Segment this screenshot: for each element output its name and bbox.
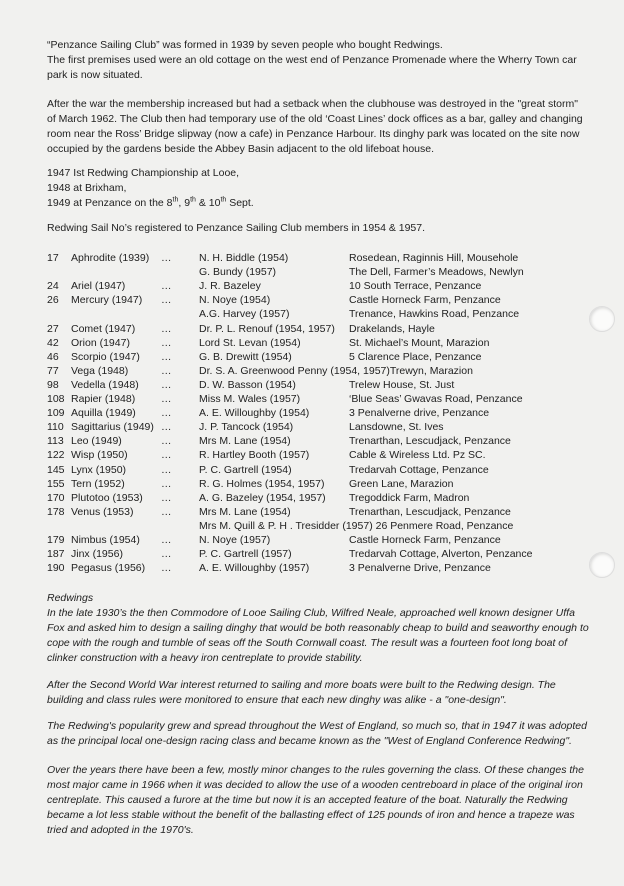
sail-number: 46 [47,350,59,363]
sail-number: 77 [47,364,59,377]
leader-dots: … [161,534,172,546]
leader-dots: … [161,393,172,405]
owner-name: G. B. Drewitt (1954) [199,350,292,363]
boat-name: Nimbus (1954) [71,534,140,546]
owner-name: R. Hartley Booth (1957) [199,449,310,462]
owner-name: Mrs M. Lane (1954) [199,505,291,518]
championship-line: 1949 at Penzance on the 8th, 9th & 10th Sept. [47,196,254,209]
boat-name: Aquilla (1949) [71,407,136,420]
intro-line: “Penzance Sailing Club” was formed in 1939 by seven people who bought Redwings. [47,39,443,51]
owner-address: 5 Clarence Place, Penzance [349,350,482,363]
table-row [47,491,607,506]
owner-address: Castle Horneck Farm, Penzance [349,534,501,546]
table-row [47,463,607,478]
table-row [47,293,607,308]
owner-name: P. C. Gartrell (1957) [199,548,292,561]
owner-address: The Dell, Farmer’s Meadows, Newlyn [349,266,524,279]
boat-name: Aphrodite (1939) [71,252,150,264]
table-row [47,322,607,337]
leader-dots: … [161,491,172,504]
boat-name: Wisp (1950) [71,449,128,462]
register-heading: Redwing Sail No’s registered to Penzance Sailing Club members in 1954 & 1957. [47,222,426,234]
owner-address: Rosedean, Raginnis Hill, Mousehole [349,252,519,264]
sail-number: 122 [47,449,65,462]
leader-dots: … [161,280,172,293]
sail-number: 17 [47,252,59,264]
table-row [47,519,607,534]
table-row [47,336,607,351]
leader-dots: … [161,407,172,420]
owner-address: 3 Penalverne Drive, Penzance [349,562,491,575]
table-row [47,378,607,393]
owner-name: N. Noye (1954) [199,294,271,307]
owner-address: Lansdowne, St. Ives [349,421,444,434]
table-row [47,420,607,435]
owner-name: Dr. P. L. Renouf (1954, 1957) [199,322,335,335]
leader-dots: … [161,449,172,462]
table-row [47,364,607,379]
table-row [47,392,607,407]
table-row [47,505,607,520]
table-row [47,434,607,449]
table-row [47,350,607,365]
leader-dots: … [161,435,172,448]
table-row [47,279,607,294]
owner-address: Trenarthan, Lescudjack, Penzance [349,505,511,518]
sail-number: 170 [47,491,65,504]
owner-address: Tredarvah Cottage, Penzance [349,463,489,476]
owner-address: Tredarvah Cottage, Alverton, Penzance [349,548,533,561]
owner-address: 10 South Terrace, Penzance [349,280,482,293]
redwings-heading: Redwings [47,592,94,604]
owner-name: J. R. Bazeley [199,280,261,293]
sail-number: 110 [47,421,64,434]
owner-name: J. P. Tancock (1954) [199,421,294,434]
history-paragraph [47,97,587,157]
owner-name: D. W. Basson (1954) [199,378,296,391]
leader-dots: … [161,378,172,391]
sail-number: 108 [47,393,65,405]
boat-name: Comet (1947) [71,322,136,335]
sail-number: 190 [47,562,65,575]
owner-address: St. Michael’s Mount, Marazion [349,336,490,349]
boat-name: Vega (1948) [71,364,129,377]
owner-address: Trenarthan, Lescudjack, Penzance [349,435,511,448]
owner-name: A. E. Willoughby (1957) [199,562,310,575]
boat-name: Scorpio (1947) [71,350,140,363]
sail-number: 187 [47,548,65,561]
owner-name: R. G. Holmes (1954, 1957) [199,477,325,490]
sail-number: 155 [47,477,65,490]
history-line: room near the Ross’ Bridge slipway (now a cafe) in Penzance Harbour. Its dinghy park was located on the site now [47,128,580,140]
punch-hole [589,306,615,332]
sail-number: 109 [47,407,65,420]
owner-name: P. C. Gartrell (1954) [199,463,292,476]
table-row [47,547,607,562]
table-row [47,406,607,421]
championship-line: 1948 at Brixham, [47,182,127,194]
sail-number: 27 [47,322,59,335]
owner-name: A. G. Bazeley (1954, 1957) [199,491,326,504]
boat-name: Ariel (1947) [71,280,126,293]
owner-name: A.G. Harvey (1957) [199,308,290,321]
sail-number: 178 [47,505,65,518]
leader-dots: … [161,463,172,476]
boat-name: Vedella (1948) [71,378,139,391]
owner-name: N. Noye (1957) [199,534,271,546]
owner-address: 3 Penalverne drive, Penzance [349,407,490,420]
boat-name: Pegasus (1956) [71,562,146,575]
history-line: of March 1962. The Club then had temporary use of the old ‘Coast Lines’ dock offices as a bar, galley and changing [47,113,583,125]
table-row [47,265,607,280]
leader-dots: … [161,322,172,335]
sail-number: 145 [47,463,65,476]
leader-dots: … [161,562,172,575]
owner-address: Cable & Wireless Ltd. Pz SC. [349,449,486,462]
boat-name: Rapier (1948) [71,393,136,405]
table-row [47,477,607,492]
leader-dots: … [161,364,172,377]
intro-line: park is now situated. [47,69,143,81]
championship-line: 1947 Ist Redwing Championship at Looe, [47,167,240,179]
owner-name: Lord St. Levan (1954) [199,336,301,349]
owner-name: Mrs M. Lane (1954) [199,435,291,448]
owner-address: Trenance, Hawkins Road, Penzance [349,308,520,321]
owner-name: Dr. S. A. Greenwood Penny (1954, 1957)Trewyn, Marazion [199,364,473,377]
history-line: occupied by the gardens beside the Abbey Basin adjacent to the old lifeboat house. [47,143,435,155]
table-row [47,448,607,463]
leader-dots: … [161,477,172,490]
owner-name: G. Bundy (1957) [199,266,277,279]
redwings-paragraph-4: Over the years there have been a few, mostly minor changes to the rules governing the class. Of these changes the most major came in 1966 when it was decided to allow the use of a wooden centreboard in place of the original iron centreplate. This caused a furore at the time but now it is an accepted feature of the boat. Naturally the Redwing became a lot less stable without the benefit of the ballasting effect of 125 pounds of iron and hence a trapeze was tried and adopted in the 1970's. [47,764,584,836]
boat-name: Lynx (1950) [71,463,127,476]
leader-dots: … [161,350,172,363]
table-row [47,561,607,576]
sail-number: 26 [47,294,59,307]
redwings-paragraph-3: The Redwing's popularity grew and spread throughout the West of England, so much so, that in 1947 it was adopted as the principal local one-design racing class and became known as the "West of England Conference Redwing". [47,720,587,747]
table-row [47,307,607,322]
intro-line: The first premises used were an old cottage on the west end of Penzance Promenade where the Wherry Town car [47,54,577,66]
punch-hole [589,552,615,578]
table-row [47,251,607,266]
owner-address: ‘Blue Seas’ Gwavas Road, Penzance [349,393,523,405]
leader-dots: … [161,421,172,434]
championships-paragraph [47,166,587,211]
owner-name: N. H. Biddle (1954) [199,252,289,264]
sail-number: 42 [47,336,59,349]
owner-name: Mrs M. Quill & P. H . Tresidder (1957) 26 Penmere Road, Penzance [199,519,514,532]
redwings-paragraph-1: In the late 1930’s the then Commodore of Looe Sailing Club, Wilfred Neale, approached well known designer Uffa Fox and asked him to design a sailing dinghy that would be both reasonably cheap to build and seaworthy enough to cope with the rough and tumble of seas off the South Cornwall coast. The result was a fourteen foot long boat of clinker construction with a heavy iron centreplate to provide stability. [47,607,589,664]
leader-dots: … [161,252,172,264]
history-line: After the war the membership increased but had a setback when the clubhouse was destroyed in the "great storm" [47,98,578,110]
boat-name: Venus (1953) [71,505,134,518]
owner-address: Tregoddick Farm, Madron [349,491,470,504]
boat-name: Orion (1947) [71,336,130,349]
owner-address: Drakelands, Hayle [349,322,435,335]
sail-number: 179 [47,534,65,546]
leader-dots: … [161,505,172,518]
owner-address: Green Lane, Marazion [349,477,454,490]
owner-address: Castle Horneck Farm, Penzance [349,294,501,307]
boat-name: Mercury (1947) [71,294,143,307]
leader-dots: … [161,548,172,561]
owner-name: A. E. Willoughby (1954) [199,407,310,420]
leader-dots: … [161,294,172,307]
boat-name: Plutotoo (1953) [71,491,143,504]
boat-name: Leo (1949) [71,435,122,448]
owner-address: Trelew House, St. Just [349,378,455,391]
boat-name: Jinx (1956) [71,548,123,561]
boat-name: Tern (1952) [71,477,125,490]
sail-number: 24 [47,280,59,293]
leader-dots: … [161,336,172,349]
redwings-paragraph-2: After the Second World War interest returned to sailing and more boats were built to the Redwing design. The building and class rules were monitored to ensure that each new dinghy was alike - a "one-design". [47,679,556,706]
sail-number: 98 [47,378,59,391]
boat-name: Sagittarius (1949) [71,421,154,434]
sail-number: 113 [47,435,64,448]
intro-paragraph [47,38,587,83]
owner-name: Miss M. Wales (1957) [199,393,301,405]
table-row [47,533,607,548]
